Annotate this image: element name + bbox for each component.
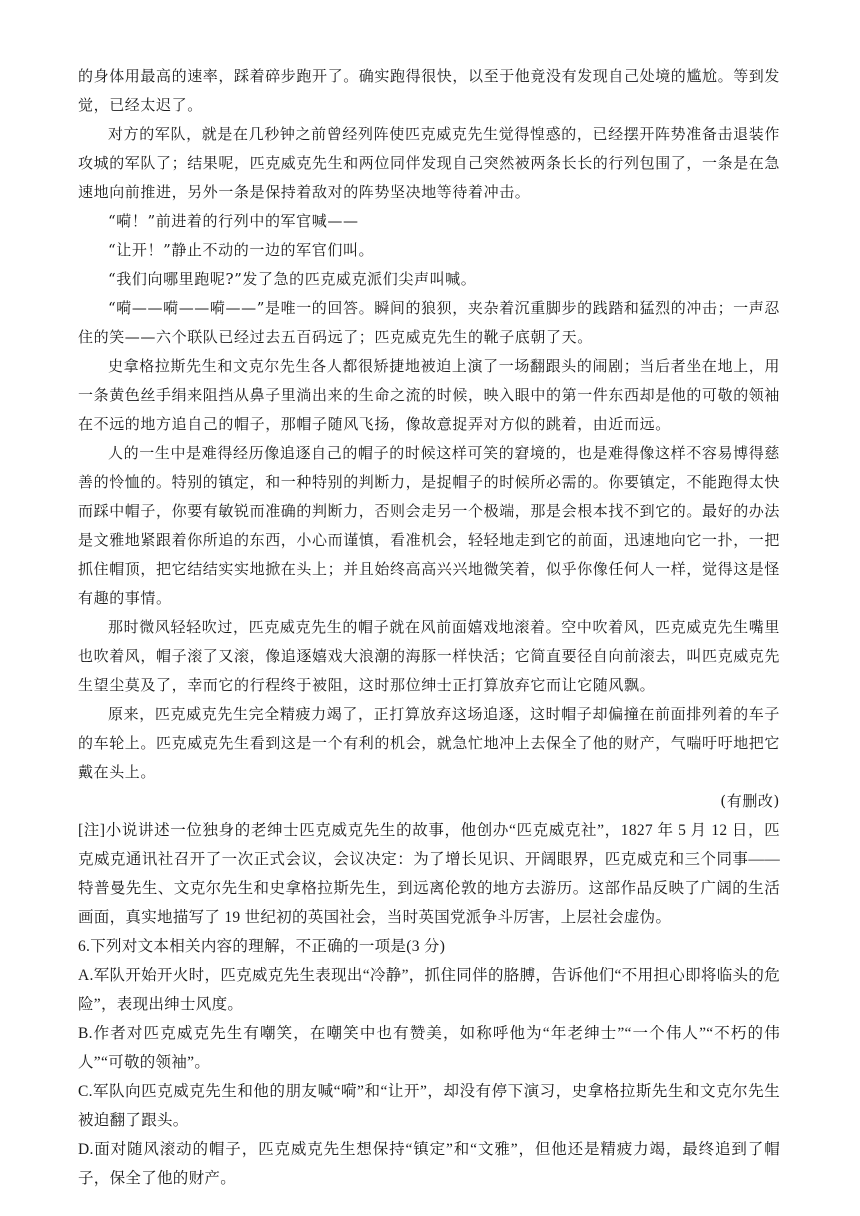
footnote: [注]小说讲述一位独身的老绅士匹克威克先生的故事，他创办“匹克威克社”，1827 年 5 月 12 日，匹克威克通讯社召开了一次正式会议，会议决定：为了增长见识、开阔眼界，匹克威克和三个同事——特普曼先生、文克尔先生和史拿格拉斯先生，到远离伦敦的地方去游历。这部作品反映了广阔的生活画面，真实地描写了 19 世纪初的英国社会，当时英国党派争斗厉害，上层社会虚伪。 xyxy=(78,822,780,926)
story-paragraph: 对方的军队，就是在几秒钟之前曾经列阵使匹克威克先生觉得惶惑的，已经摆开阵势准备击退装作攻城的军队了；结果呢，匹克威克先生和两位同伴发现自己突然被两条长长的行列包围了，一条是在急速地向前推进，另外一条是保持着敌对的阵势坚决地等待着冲击。 xyxy=(78,125,781,201)
question-block xyxy=(78,932,780,1193)
story-text xyxy=(78,62,780,816)
question-stem: 6.下列对文本相关内容的理解，不正确的一项是(3 分) xyxy=(78,938,446,955)
source-note: (有删改) xyxy=(720,792,780,810)
dialogue-line: “嗬！”前进着的行列中的军官喊—— xyxy=(108,212,359,230)
story-paragraph: 原来，匹克威克先生完全精疲力竭了，正打算放弃这场追逐，这时帽子却偏撞在前面排列着的车子的车轮上。匹克威克先生看到这是一个有利的机会，就急忙地冲上去保全了他的财产，气喘吁吁地把它戴在头上。 xyxy=(78,705,781,781)
option-c: C.军队向匹克威克先生和他的朋友喊“嗬”和“让开”，却没有停下演习，史拿格拉斯先生和文克尔先生被迫翻了跟头。 xyxy=(78,1083,780,1129)
option-b: B.作者对匹克威克先生有嘲笑，在嘲笑中也有赞美，如称呼他为“年老绅士”“一个伟人”“不朽的伟人”“可敬的领袖”。 xyxy=(78,1025,780,1071)
story-paragraph: 的身体用最高的速率，踩着碎步跑开了。确实跑得很快，以至于他竟没有发现自己处境的尴尬。等到发觉，已经太迟了。 xyxy=(78,67,781,114)
dialogue-line: “嗬——嗬——嗬——”是唯一的回答。瞬间的狼狈，夹杂着沉重脚步的践踏和猛烈的冲击；一声忍住的笑——六个联队已经过去五百码远了；匹克威克先生的靴子底朝了天。 xyxy=(78,299,780,346)
dialogue-line: “我们向哪里跑呢?”发了急的匹克威克派们尖声叫喊。 xyxy=(108,270,477,288)
dialogue-line: “让开！”静止不动的一边的军官们叫。 xyxy=(108,241,375,259)
story-paragraph: 那时微风轻轻吹过，匹克威克先生的帽子就在风前面嬉戏地滚着。空中吹着风，匹克威克先生嘴里也吹着风，帽子滚了又滚，像追逐嬉戏大浪潮的海豚一样快活；它简直要径自向前滚去，叫匹克威克先生望尘莫及了，幸而它的行程终于被阻，这时那位绅士正打算放弃它而让它随风飘。 xyxy=(78,618,781,694)
option-d: D.面对随风滚动的帽子，匹克威克先生想保持“镇定”和“文雅”，但他还是精疲力竭，最终追到了帽子，保全了他的财产。 xyxy=(78,1141,780,1187)
option-a: A.军队开始开火时，匹克威克先生表现出“冷静”，抓住同伴的胳膊，告诉他们“不用担心即将临头的危险”，表现出绅士风度。 xyxy=(78,967,780,1013)
document-page xyxy=(78,62,780,1193)
story-paragraph: 人的一生中是难得经历像追逐自己的帽子的时候这样可笑的窘境的，也是难得像这样不容易博得慈善的怜恤的。特别的镇定，和一种特别的判断力，是捉帽子的时候所必需的。你要镇定，不能跑得太快而踩中帽子，你要有敏锐而准确的判断力，否则会走另一个极端，那是会根本找不到它的。最好的办法是文雅地紧跟着你所追的东西，小心而谨慎，看准机会，轻轻地走到它的前面，迅速地向它一扑，一把抓住帽顶，把它结结实实地掀在头上；并且始终高高兴兴地微笑着，似乎你像任何人一样，觉得这是怪有趣的事情。 xyxy=(78,444,781,607)
story-paragraph: 史拿格拉斯先生和文克尔先生各人都很矫捷地被迫上演了一场翻跟头的闹剧；当后者坐在地上，用一条黄色丝手绢来阻挡从鼻子里淌出来的生命之流的时候，映入眼中的第一件东西却是他的可敬的领袖在不远的地方追自己的帽子，那帽子随风飞扬，像故意捉弄对方似的跳着，由近而远。 xyxy=(78,357,781,433)
